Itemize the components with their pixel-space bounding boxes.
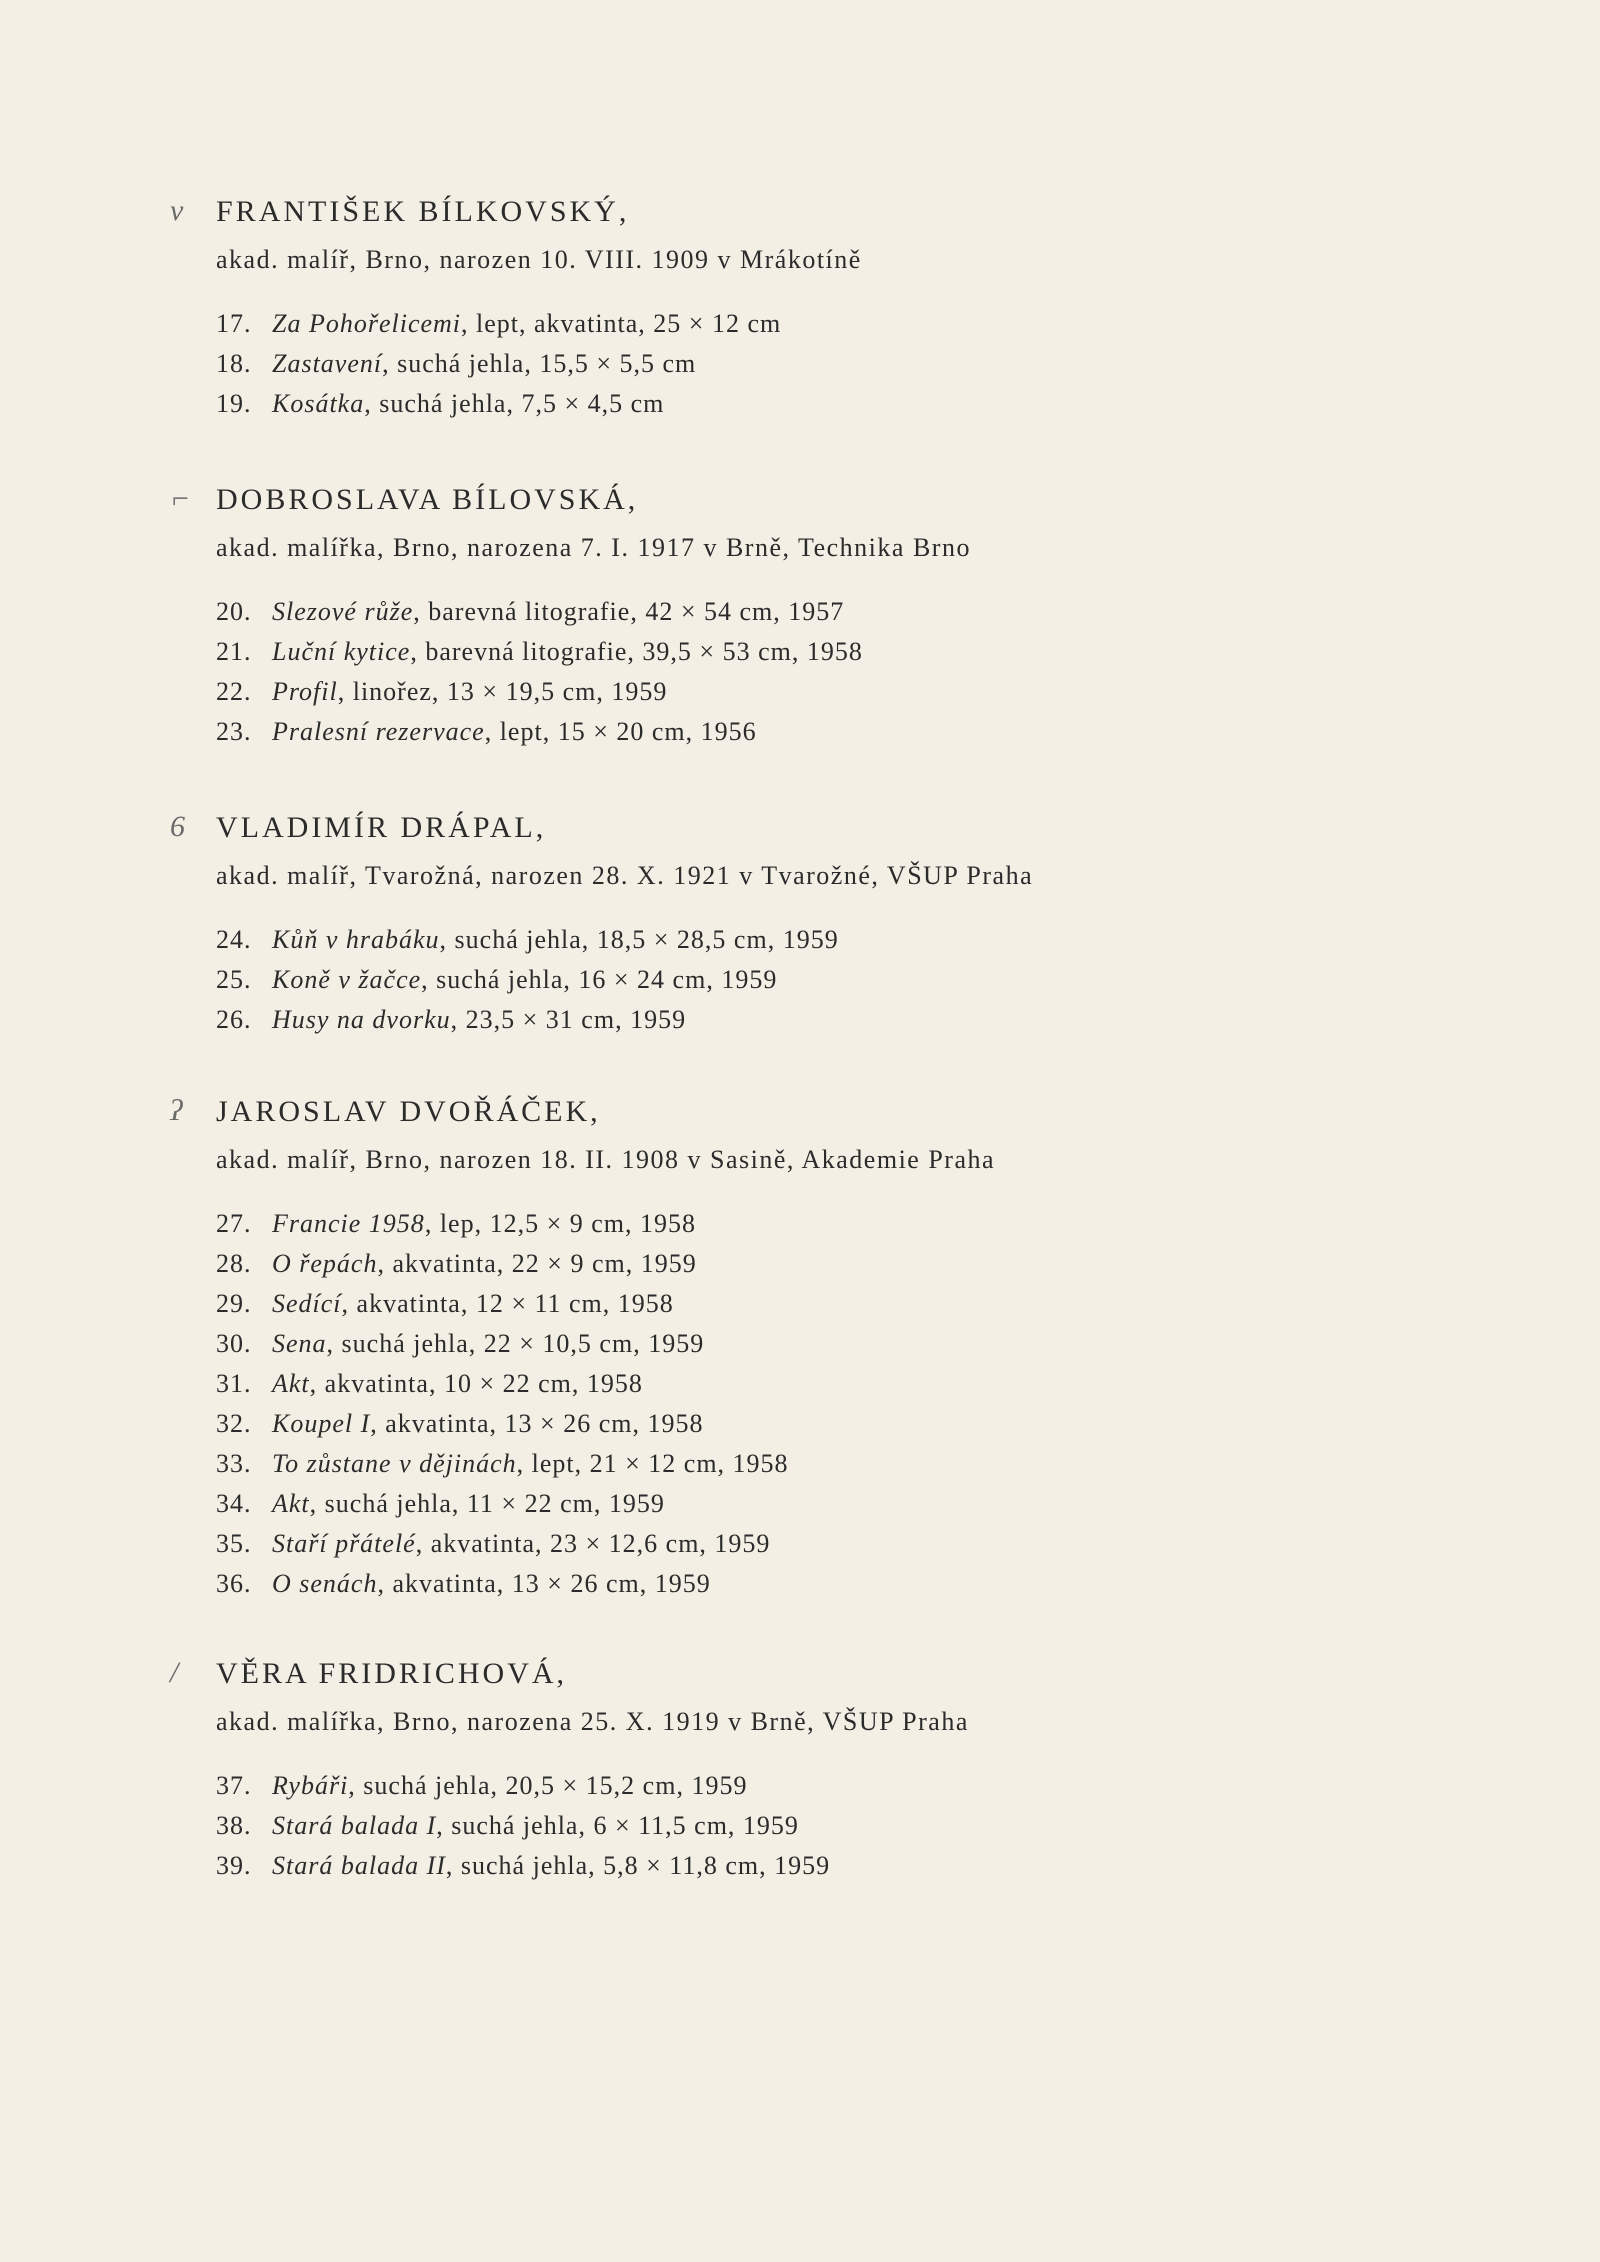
pencil-margin-mark: ⌐: [170, 482, 191, 515]
work-details: , suchá jehla, 16 × 24 cm, 1959: [421, 965, 778, 994]
work-details: , suchá jehla, 5,8 × 11,8 cm, 1959: [445, 1851, 831, 1880]
work-details: , suchá jehla, 20,5 × 15,2 cm, 1959: [348, 1771, 748, 1800]
artist-bio: akad. malíř, Brno, narozen 10. VIII. 1909 v Mrákotíně: [216, 245, 862, 274]
work-details: , akvatinta, 22 × 9 cm, 1959: [377, 1249, 697, 1278]
work-title: Staří přátelé: [272, 1529, 416, 1558]
artist-entry-bilovska: [170, 480, 1456, 752]
work-number: 33.: [216, 1449, 252, 1478]
work-item: [216, 1806, 1456, 1846]
work-number: 19.: [216, 389, 252, 418]
work-details: , suchá jehla, 11 × 22 cm, 1959: [309, 1489, 665, 1518]
work-title: O senách: [272, 1569, 378, 1598]
work-details: , suchá jehla, 15,5 × 5,5 cm: [382, 349, 697, 378]
work-number: 38.: [216, 1811, 252, 1840]
work-item: [216, 1524, 1456, 1564]
work-item: [216, 344, 1456, 384]
artist-bio: akad. malíř, Tvarožná, narozen 28. X. 1921 v Tvarožné, VŠUP Praha: [216, 861, 1034, 890]
artist-bio: akad. malířka, Brno, narozena 25. X. 1919 v Brně, VŠUP Praha: [216, 1707, 969, 1736]
work-details: , akvatinta, 13 × 26 cm, 1958: [370, 1409, 704, 1438]
works-list: [216, 920, 1456, 1040]
work-details: , akvatinta, 23 × 12,6 cm, 1959: [415, 1529, 771, 1558]
work-item: [216, 384, 1456, 424]
work-number: 37.: [216, 1771, 252, 1800]
work-item: [216, 1444, 1456, 1484]
work-title: Zastavení: [272, 349, 383, 378]
work-title: Stará balada II: [272, 1851, 446, 1880]
work-title: Pralesní rezervace: [272, 717, 485, 746]
work-details: , suchá jehla, 7,5 × 4,5 cm: [364, 389, 665, 418]
artist-name: VĚRA FRIDRICHOVÁ,: [216, 1657, 568, 1690]
work-item: [216, 1244, 1456, 1284]
artist-name: DOBROSLAVA BÍLOVSKÁ,: [216, 483, 639, 516]
work-number: 28.: [216, 1249, 252, 1278]
works-list: [216, 304, 1456, 424]
work-title: Husy na dvorku: [272, 1005, 451, 1034]
work-number: 24.: [216, 925, 252, 954]
work-item: [216, 672, 1456, 712]
artist-bio: akad. malířka, Brno, narozena 7. I. 1917 v Brně, Technika Brno: [216, 533, 971, 562]
work-details: , suchá jehla, 18,5 × 28,5 cm, 1959: [439, 925, 839, 954]
work-details: , barevná litografie, 39,5 × 53 cm, 1958: [410, 637, 863, 666]
work-details: , barevná litografie, 42 × 54 cm, 1957: [413, 597, 845, 626]
work-details: , lept, 15 × 20 cm, 1956: [484, 717, 757, 746]
work-title: To zůstane v dějinách: [272, 1449, 517, 1478]
work-item: [216, 1484, 1456, 1524]
work-title: Slezové růže: [272, 597, 414, 626]
work-item: [216, 592, 1456, 632]
work-item: [216, 712, 1456, 752]
work-item: [216, 1204, 1456, 1244]
work-number: 27.: [216, 1209, 252, 1238]
artist-entry-drapal: [170, 808, 1456, 1040]
work-details: , linořez, 13 × 19,5 cm, 1959: [337, 677, 668, 706]
work-item: [216, 1364, 1456, 1404]
work-details: , suchá jehla, 6 × 11,5 cm, 1959: [436, 1811, 799, 1840]
work-number: 26.: [216, 1005, 252, 1034]
artist-bio: akad. malíř, Brno, narozen 18. II. 1908 v Sasině, Akademie Praha: [216, 1145, 996, 1174]
work-number: 35.: [216, 1529, 252, 1558]
work-number: 23.: [216, 717, 252, 746]
work-number: 25.: [216, 965, 252, 994]
work-number: 29.: [216, 1289, 252, 1318]
work-item: [216, 1284, 1456, 1324]
work-details: , lept, akvatinta, 25 × 12 cm: [461, 309, 782, 338]
work-number: 30.: [216, 1329, 252, 1358]
works-list: [216, 592, 1456, 752]
work-title: Koupel I: [272, 1409, 371, 1438]
work-details: , suchá jehla, 22 × 10,5 cm, 1959: [326, 1329, 705, 1358]
work-number: 21.: [216, 637, 252, 666]
work-item: [216, 1766, 1456, 1806]
work-details: , lept, 21 × 12 cm, 1958: [516, 1449, 789, 1478]
work-item: [216, 1404, 1456, 1444]
work-details: , akvatinta, 13 × 26 cm, 1959: [377, 1569, 711, 1598]
work-title: Sedící: [272, 1289, 342, 1318]
work-title: Koně v žačce: [272, 965, 422, 994]
work-number: 17.: [216, 309, 252, 338]
work-title: Za Pohořelicemi: [272, 309, 462, 338]
work-item: [216, 1846, 1456, 1886]
work-number: 22.: [216, 677, 252, 706]
artist-name: VLADIMÍR DRÁPAL,: [216, 811, 547, 844]
work-details: , akvatinta, 10 × 22 cm, 1958: [309, 1369, 643, 1398]
work-details: , 23,5 × 31 cm, 1959: [450, 1005, 687, 1034]
artist-name: FRANTIŠEK BÍLKOVSKÝ,: [216, 195, 630, 228]
work-number: 20.: [216, 597, 252, 626]
work-title: Akt: [272, 1489, 310, 1518]
work-item: [216, 960, 1456, 1000]
work-title: Rybáři: [272, 1771, 349, 1800]
work-title: Sena: [272, 1329, 327, 1358]
work-title: Akt: [272, 1369, 310, 1398]
work-number: 31.: [216, 1369, 252, 1398]
work-number: 39.: [216, 1851, 252, 1880]
work-item: [216, 920, 1456, 960]
works-list: [216, 1766, 1456, 1886]
artist-name: JAROSLAV DVOŘÁČEK,: [216, 1095, 601, 1128]
work-title: O řepách: [272, 1249, 378, 1278]
work-title: Luční kytice: [272, 637, 411, 666]
work-number: 18.: [216, 349, 252, 378]
work-item: [216, 1000, 1456, 1040]
artist-entry-dvoracek: [170, 1092, 1456, 1604]
work-title: Kůň v hrabáku: [272, 925, 440, 954]
artist-entry-fridrichova: [170, 1654, 1456, 1886]
work-item: [216, 1564, 1456, 1604]
work-title: Profil: [272, 677, 338, 706]
work-item: [216, 1324, 1456, 1364]
work-number: 32.: [216, 1409, 252, 1438]
work-details: , lep, 12,5 × 9 cm, 1958: [424, 1209, 697, 1238]
artist-entry-bilkovsky: [170, 192, 1456, 424]
work-item: [216, 632, 1456, 672]
pencil-margin-mark: v: [170, 194, 184, 227]
works-list: [216, 1204, 1456, 1604]
work-number: 36.: [216, 1569, 252, 1598]
work-title: Kosátka: [272, 389, 365, 418]
work-item: [216, 304, 1456, 344]
work-number: 34.: [216, 1489, 252, 1518]
pencil-margin-mark: /: [170, 1656, 179, 1689]
pencil-margin-mark: 6: [170, 810, 185, 843]
pencil-margin-mark: ʔ: [170, 1094, 183, 1127]
work-title: Stará balada I: [272, 1811, 437, 1840]
work-details: , akvatinta, 12 × 11 cm, 1958: [341, 1289, 674, 1318]
work-title: Francie 1958: [272, 1209, 425, 1238]
